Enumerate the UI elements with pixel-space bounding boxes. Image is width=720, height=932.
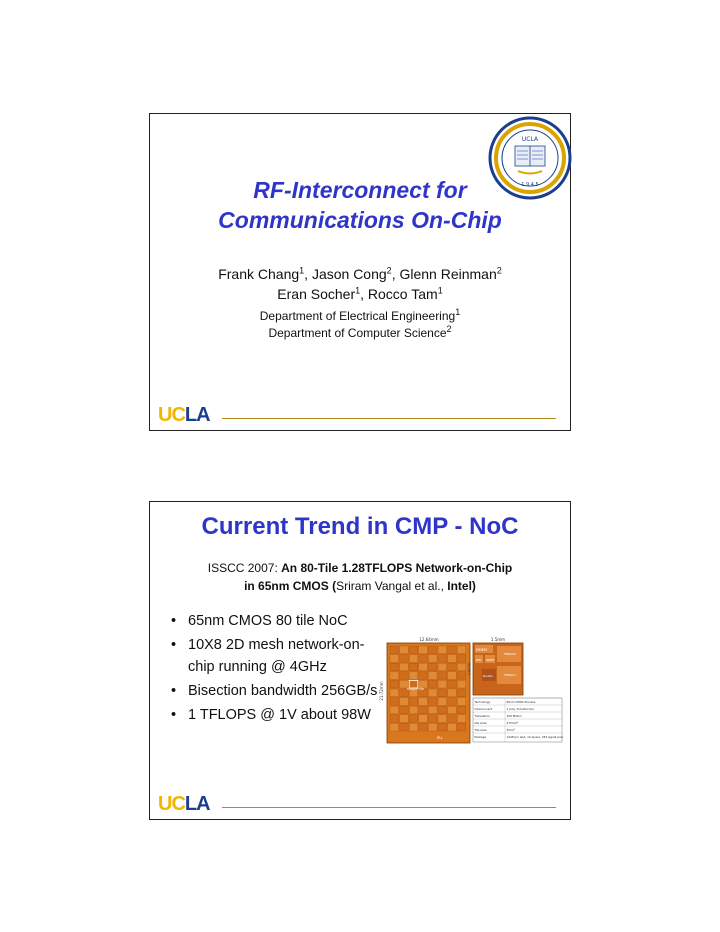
author-affiliation: 1 xyxy=(437,285,443,296)
tile-width-label: 1.5mm xyxy=(490,637,506,642)
die-tile xyxy=(438,715,447,723)
author-name: Rocco Tam xyxy=(367,286,438,302)
die-tile xyxy=(428,715,437,723)
author-name: Glenn Reinman xyxy=(399,266,497,282)
slide-title: Current Trend in CMP - NoC xyxy=(201,513,519,540)
spec-value: 100 Million xyxy=(506,713,522,718)
router-label: Router xyxy=(483,674,493,678)
die-tile xyxy=(438,706,447,714)
die-tile xyxy=(419,655,428,663)
die-tile xyxy=(448,689,457,697)
die-tile xyxy=(419,715,428,723)
die-tile xyxy=(419,723,428,731)
die-tile xyxy=(428,698,437,706)
die-tile xyxy=(448,680,457,688)
author-affiliation: 2 xyxy=(386,265,392,276)
imem-label: IMEM xyxy=(486,658,494,662)
die-tile xyxy=(409,706,418,714)
department-ee: Department of Electrical Engineering$^1$ xyxy=(259,307,461,323)
title-line-1: RF-Interconnect for xyxy=(253,177,467,203)
spec-value: 275mm² xyxy=(506,720,519,725)
die-tile xyxy=(457,680,466,688)
footer-rule xyxy=(222,807,556,808)
die-tile xyxy=(400,646,409,654)
die-tile xyxy=(428,689,437,697)
die-tile xyxy=(428,646,437,654)
bullet-item: • Bisection bandwidth 256GB/s xyxy=(164,680,379,702)
authors-line-1: Frank Chang$^1$, Jason Cong$^2$, Glenn Reinman$^2$ xyxy=(218,265,502,282)
die-tile xyxy=(419,698,428,706)
content-slide xyxy=(149,501,571,820)
die-tile xyxy=(419,663,428,671)
die-tile xyxy=(400,698,409,706)
bullet-icon: • xyxy=(171,683,177,699)
die-tile xyxy=(457,698,466,706)
die-tile xyxy=(390,663,399,671)
spec-key: Transistors xyxy=(474,713,490,718)
spec-value: 65nm CMOS Process xyxy=(506,699,536,704)
paper-reference: ISSCC 2007: An 80-Tile 1.28TFLOPS Network-on-Chip in 65nm CMOS (Sriram Vangal et al., Intel) xyxy=(207,561,513,593)
die-tile xyxy=(457,706,466,714)
die-tile xyxy=(409,663,418,671)
rib-label: RIB xyxy=(476,658,482,662)
die-tile xyxy=(438,663,447,671)
die-tile xyxy=(428,723,437,731)
die-tile xyxy=(438,672,447,680)
ucla-logo: UCLA xyxy=(158,793,210,815)
author-name: Frank Chang xyxy=(218,266,300,282)
die-tile xyxy=(428,706,437,714)
die-tile xyxy=(409,655,418,663)
die-tile xyxy=(409,672,418,680)
author-name: Eran Socher xyxy=(277,286,356,302)
die-tile xyxy=(409,715,418,723)
spec-key: Tile area xyxy=(474,727,487,732)
die-tile xyxy=(400,672,409,680)
bullet-item: • 10X8 2D mesh network-on-chip running @ 4GHz xyxy=(164,634,379,678)
author-affiliation: 1 xyxy=(299,265,305,276)
die-tile xyxy=(390,706,399,714)
slide-title xyxy=(150,175,570,235)
bullet-icon: • xyxy=(171,613,177,629)
die-tile xyxy=(400,655,409,663)
die-tile xyxy=(448,646,457,654)
die-tile xyxy=(400,706,409,714)
die-tile xyxy=(428,663,437,671)
die-tile xyxy=(409,646,418,654)
die-tile xyxy=(438,655,447,663)
spec-key: Interconnect xyxy=(474,706,493,711)
die-tile xyxy=(390,723,399,731)
die-tile xyxy=(390,689,399,697)
die-tile xyxy=(390,680,399,688)
die-tile xyxy=(457,672,466,680)
footer-rule xyxy=(222,418,556,419)
ucla-logo: UCLA xyxy=(158,404,210,426)
die-tile xyxy=(409,698,418,706)
department-cs: Department of Computer Science$^2$ xyxy=(268,324,452,340)
die-tile xyxy=(400,715,409,723)
die-tile xyxy=(448,663,457,671)
die-width-label: 12.64mm xyxy=(419,637,439,642)
die-tile xyxy=(419,706,428,714)
spec-value: 1248 pin LGA, 14 layers, 343 signal pins xyxy=(506,734,564,739)
die-tile xyxy=(438,646,447,654)
bullet-item: • 1 TFLOPS @ 1V about 98W xyxy=(164,704,379,726)
die-tile xyxy=(448,723,457,731)
die-tile xyxy=(457,715,466,723)
die-tile xyxy=(390,655,399,663)
die-tile xyxy=(448,655,457,663)
single-tile-label: single tile xyxy=(407,687,424,691)
die-tile xyxy=(448,715,457,723)
bullet-item: • 65nm CMOS 80 tile NoC xyxy=(164,610,379,632)
die-tile xyxy=(390,672,399,680)
die-tile xyxy=(419,672,428,680)
authors-line-2: Eran Socher$^1$, Rocco Tam$^1$ xyxy=(277,285,443,302)
die-tile xyxy=(400,723,409,731)
spec-key: Technology xyxy=(474,699,491,704)
author-affiliation: 2 xyxy=(496,265,502,276)
die-tile xyxy=(448,672,457,680)
bullet-list xyxy=(164,610,379,728)
die-tile xyxy=(390,646,399,654)
spec-table xyxy=(473,698,564,742)
die-tile xyxy=(438,723,447,731)
die-tile xyxy=(390,715,399,723)
dmem-label: DMEM xyxy=(476,648,487,652)
die-tile xyxy=(457,689,466,697)
seal-ucla-text: UCLA xyxy=(521,136,539,143)
die-tile xyxy=(438,698,447,706)
die-tile xyxy=(448,706,457,714)
bullet-icon: • xyxy=(171,707,177,723)
author-name: Jason Cong xyxy=(311,266,387,282)
slide-footer xyxy=(158,793,556,815)
bullet-icon: • xyxy=(171,637,177,653)
die-tile xyxy=(438,680,447,688)
slide-footer xyxy=(158,404,556,426)
spec-key: Package xyxy=(474,734,487,739)
die-height-label: 21.72mm xyxy=(379,681,384,701)
department-list xyxy=(150,308,570,342)
die-tile xyxy=(400,663,409,671)
seal-year-text: 1 9 4 5 xyxy=(521,182,539,188)
fpmac1-label: FPMAC1 xyxy=(504,673,517,677)
die-tile xyxy=(438,689,447,697)
spec-value: 3mm² xyxy=(506,727,515,732)
die-tile xyxy=(457,646,466,654)
pll-label: PLL xyxy=(437,736,444,740)
spec-value: 1 poly, 8 metal (Cu) xyxy=(506,706,535,711)
die-tile xyxy=(409,723,418,731)
title-line-2: Communications On-Chip xyxy=(218,207,502,233)
author-affiliation: 1 xyxy=(355,285,361,296)
spec-key: Die Area xyxy=(474,720,487,725)
die-tile xyxy=(428,655,437,663)
title-slide xyxy=(149,113,571,431)
die-tile xyxy=(428,680,437,688)
die-tile xyxy=(457,655,466,663)
die-tile xyxy=(428,672,437,680)
die-tile xyxy=(419,646,428,654)
die-tile xyxy=(390,698,399,706)
die-tile xyxy=(457,663,466,671)
author-list xyxy=(150,264,570,304)
tile-height-label: 2.0mm xyxy=(467,662,472,676)
die-tile xyxy=(457,723,466,731)
fpmac0-label: FPMAC0 xyxy=(504,652,517,656)
chip-die-figure xyxy=(379,636,564,746)
die-tile xyxy=(448,698,457,706)
